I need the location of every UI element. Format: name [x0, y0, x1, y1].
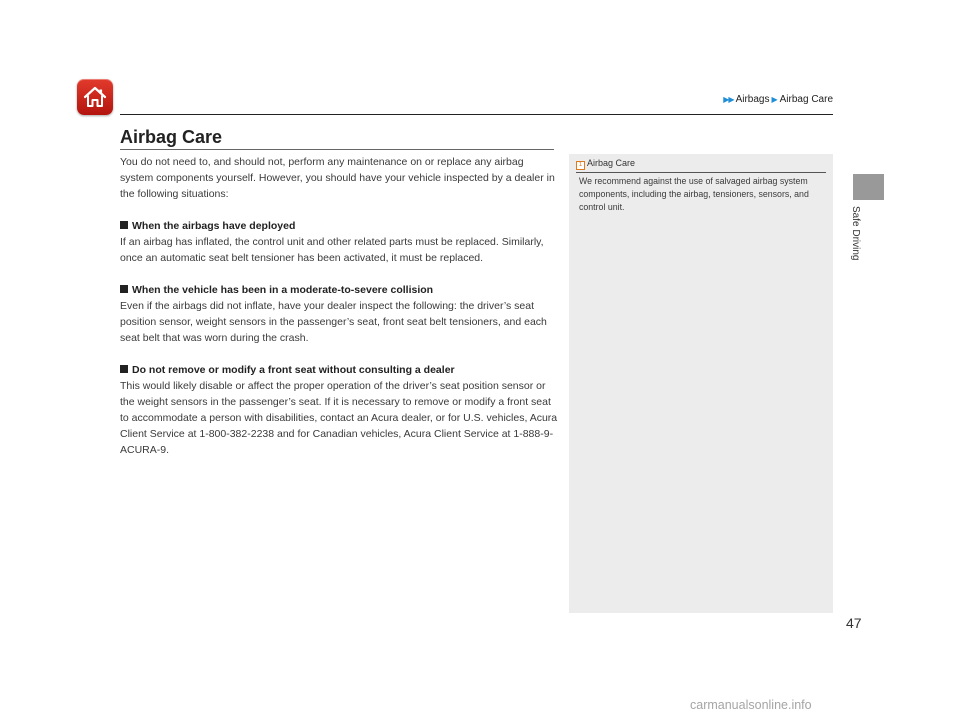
- side-note-panel: [569, 154, 833, 613]
- page-number: 47: [846, 615, 862, 631]
- watermark: carmanualsonline.info: [690, 698, 812, 712]
- breadcrumb-item-airbag-care: Airbag Care: [779, 94, 833, 105]
- square-bullet-icon: [120, 221, 128, 229]
- square-bullet-icon: [120, 285, 128, 293]
- section-body: Even if the airbags did not inflate, have your dealer inspect the following: the driver’s seat position sensor, weight sensors in the passenger’s seat, front seat belt tensioners, and each seat belt that was worn during the crash.: [120, 300, 547, 344]
- section-heading: When the vehicle has been in a moderate-to-severe collision: [120, 282, 558, 298]
- square-bullet-icon: [120, 365, 128, 373]
- side-note-text: We recommend against the use of salvaged airbag system components, including the airbag, tensioners, sensors, and control unit.: [579, 176, 809, 212]
- double-triangle-right-icon: ▶▶: [723, 95, 734, 104]
- header-divider: [120, 114, 833, 115]
- section-body: This would likely disable or affect the proper operation of the driver’s seat position sensor or the weight sensors in the passenger’s seat. If it is necessary to remove or modify a front seat to accommodate a person with disabilities, contact an Acura dealer, or for U.S. vehicles, Acura Client Service at 1-800-382-2238 and for Canadian vehicles, Acura Client Service at 1-888-9-ACURA-9.: [120, 380, 558, 456]
- triangle-right-icon: ▶: [771, 95, 778, 104]
- section-heading: When the airbags have deployed: [120, 218, 558, 234]
- breadcrumb-item-airbags[interactable]: Airbags: [735, 94, 770, 105]
- section-body: If an airbag has inflated, the control unit and other related parts must be replaced. Similarly, once an automatic seat belt tensioner has been activated, it must be replaced.: [120, 236, 544, 264]
- page-title: Airbag Care: [120, 127, 223, 147]
- title-divider: [120, 149, 554, 150]
- intro-paragraph: You do not need to, and should not, perform any maintenance on or replace any airbag system components yourself. However, you should have your vehicle inspected by a dealer in the following situations:: [120, 156, 555, 200]
- section-heading: Do not remove or modify a front seat without consulting a dealer: [120, 362, 558, 378]
- chapter-tab[interactable]: [853, 174, 884, 200]
- home-icon: [82, 85, 108, 109]
- side-note-title: 1 Airbag Care: [576, 158, 826, 173]
- home-button[interactable]: [77, 79, 113, 115]
- reference-mark-icon: 1: [576, 161, 585, 170]
- breadcrumb: [700, 94, 833, 105]
- main-content: [120, 154, 558, 458]
- chapter-label: Safe Driving: [850, 206, 861, 261]
